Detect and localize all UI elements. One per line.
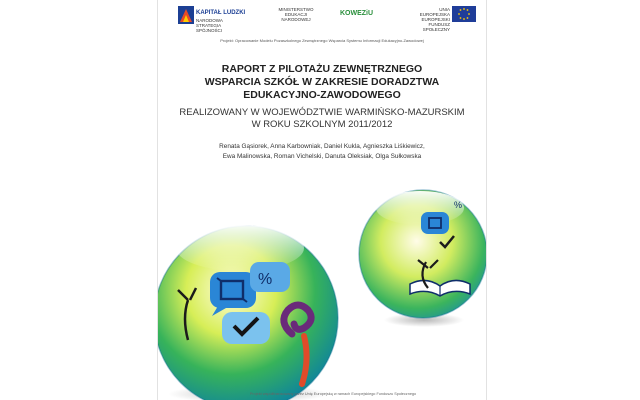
eu-text: UNIA EUROPEJSKA EUROPEJSKI FUNDUSZ SPOŁECZNY [419, 7, 450, 32]
authors [158, 142, 486, 162]
document-page [157, 0, 487, 400]
big-sphere [158, 225, 338, 400]
ministry-logo [276, 4, 316, 32]
footer-note: Projekt współfinansowany przez Unię Europejską w ramach Europejskiego Funduszu Społecznego [249, 392, 417, 396]
title-line-2: WSPARCIA SZKÓŁ W ZAKRESIE DORADZTWA [204, 76, 440, 88]
cover-artwork [158, 0, 486, 400]
report-title [158, 63, 486, 102]
subtitle-line-2: W ROKU SZKOLNYM 2011/2012 [251, 119, 393, 130]
speech-bubble-percent-icon [250, 262, 290, 292]
subtitle-line-1: REALIZOWANY W WOJEWÓDZTWIE WARMIŃSKO-MAZURSKIM [179, 107, 465, 118]
authors-line-2: Ewa Malinowska, Roman Vichelski, Danuta Oleksiak, Olga Sułkowska [222, 153, 422, 160]
project-line: Projekt: Opracowanie Modelu Pozaszkolnego Zewnętrznego Wsparcia Systemu Informacji Edukacyjno-Zawodowej [220, 38, 424, 43]
authors-line-1: Renata Gąsiorek, Anna Karbowniak, Daniel Kukla, Agnieszka Liśkiewicz, [219, 143, 425, 150]
kapital-ludzki-name: KAPITAŁ LUDZKI [196, 10, 246, 16]
kowezu-name: KOWEZiU [340, 10, 374, 17]
eu-flag-icon [452, 6, 476, 22]
percent-symbol: % [258, 271, 273, 288]
small-speech-bubble-refresh [421, 212, 449, 234]
speech-bubble-check-icon [222, 312, 270, 344]
kapital-ludzki-logo [178, 4, 246, 32]
logo-bar [166, 4, 478, 34]
title-line-1: RAPORT Z PILOTAŻU ZEWNĘTRZNEGO [221, 63, 423, 75]
kapital-ludzki-mark-icon [178, 6, 194, 24]
kowezu-logo [336, 4, 382, 32]
report-subtitle [158, 107, 486, 131]
ministry-text: MINISTERSTWO EDUKACJI NARODOWEJ [278, 7, 314, 22]
eu-logo [416, 4, 478, 32]
small-percent-symbol: % [454, 200, 463, 210]
kapital-ludzki-subtitle: NARODOWA STRATEGIA SPÓJNOŚCI [196, 18, 223, 33]
small-sphere [359, 190, 486, 318]
title-line-3: EDUKACYJNO-ZAWODOWEGO [243, 89, 401, 101]
